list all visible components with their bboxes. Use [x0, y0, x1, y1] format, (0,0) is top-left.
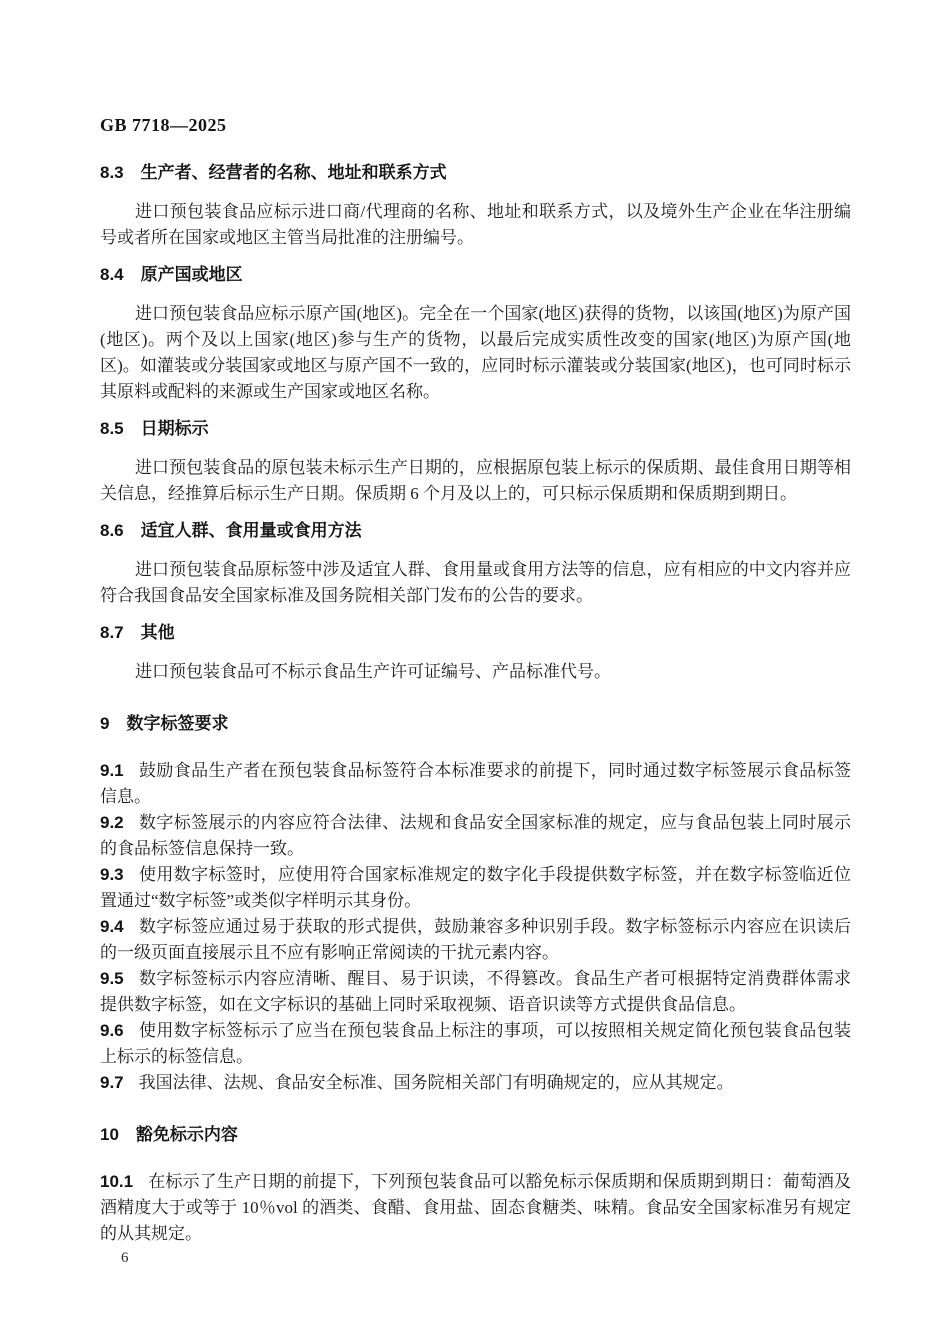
- section-8-5-heading: [100, 416, 851, 442]
- clause-9-5: [100, 966, 851, 1018]
- clause-9-4-number: 9.4: [100, 917, 124, 936]
- clause-9-3-text: 使用数字标签时，应使用符合国家标准规定的数字化手段提供数字标签，并在数字标签临近位置通过“数字标签”或类似字样明示其身份。: [100, 865, 851, 910]
- section-8-3-paragraph: 进口预包装食品应标示进口商/代理商的名称、地址和联系方式，以及境外生产企业在华注册编号或者所在国家或地区主管当局批准的注册编号。: [100, 202, 851, 247]
- clause-9-6-number: 9.6: [100, 1021, 124, 1040]
- section-8-4-heading: [100, 262, 851, 288]
- clause-9-2: [100, 810, 851, 862]
- section-8-6-heading: [100, 518, 851, 544]
- clause-9-3-number: 9.3: [100, 865, 124, 884]
- section-8-3-heading: [100, 160, 851, 186]
- clause-10-1: [100, 1169, 851, 1247]
- section-8-4-paragraph: 进口预包装食品应标示原产国(地区)。完全在一个国家(地区)获得的货物，以该国(地区)为原产国(地区)。两个及以上国家(地区)参与生产的货物，以最后完成实质性改变的国家(地区)为原产国(地区)。如灌装或分装国家或地区与原产国不一致的，应同时标示灌装或分装国家(地区)，也可同时标示其原料或配料的来源或生产国家或地区名称。: [100, 304, 851, 401]
- section-8-7-number: 8.7: [100, 623, 124, 642]
- clause-10-1-text: 在标示了生产日期的前提下，下列预包装食品可以豁免标示保质期和保质期到期日：葡萄酒及酒精度大于或等于 10％vol 的酒类、食醋、食用盐、固态食糖类、味精。食品安全国家标准另有规定的从其规定。: [100, 1172, 851, 1243]
- section-9: [100, 711, 851, 1096]
- clause-9-2-number: 9.2: [100, 813, 124, 832]
- section-8-4-title: 原产国或地区: [140, 265, 243, 284]
- section-8-5-title: 日期标示: [140, 419, 209, 438]
- section-8-3-title: 生产者、经营者的名称、地址和联系方式: [140, 163, 447, 182]
- section-8-6: [100, 518, 851, 609]
- page-number: 6: [121, 1250, 129, 1266]
- section-8-4: [100, 262, 851, 405]
- standard-number-header: GB 7718—2025: [100, 115, 227, 135]
- section-8-5-number: 8.5: [100, 419, 124, 438]
- section-8-7: [100, 620, 851, 685]
- clause-9-3: [100, 862, 851, 914]
- clause-9-6: [100, 1018, 851, 1070]
- section-8-3-number: 8.3: [100, 163, 124, 182]
- section-8-4-number: 8.4: [100, 265, 124, 284]
- clause-9-1-number: 9.1: [100, 761, 124, 780]
- section-8-7-paragraph: 进口预包装食品可不标示食品生产许可证编号、产品标准代号。: [135, 662, 611, 681]
- section-9-title: 数字标签要求: [126, 714, 229, 733]
- clause-9-1: [100, 758, 851, 810]
- section-9-heading: [100, 711, 851, 737]
- section-9-number: 9: [100, 714, 110, 733]
- section-8-6-number: 8.6: [100, 521, 124, 540]
- section-10-number: 10: [100, 1125, 119, 1144]
- section-8-6-title: 适宜人群、食用量或食用方法: [140, 521, 362, 540]
- section-8-3: [100, 160, 851, 251]
- clause-9-6-text: 使用数字标签标示了应当在预包装食品上标注的事项，可以按照相关规定简化预包装食品包装上标示的标签信息。: [100, 1021, 851, 1066]
- clause-9-7: [100, 1070, 851, 1096]
- clause-9-1-text: 鼓励食品生产者在预包装食品标签符合本标准要求的前提下，同时通过数字标签展示食品标签信息。: [100, 761, 851, 806]
- clause-9-7-text: 我国法律、法规、食品安全标准、国务院相关部门有明确规定的，应从其规定。: [138, 1073, 734, 1092]
- clause-9-5-text: 数字标签标示内容应清晰、醒目、易于识读，不得篡改。食品生产者可根据特定消费群体需求提供数字标签，如在文字标识的基础上同时采取视频、语音识读等方式提供食品信息。: [100, 969, 851, 1014]
- clause-9-4-text: 数字标签应通过易于获取的形式提供，鼓励兼容多种识别手段。数字标签标示内容应在识读后的一级页面直接展示且不应有影响正常阅读的干扰元素内容。: [100, 917, 851, 962]
- clause-10-1-number: 10.1: [100, 1172, 134, 1191]
- section-10: [100, 1122, 851, 1247]
- section-10-title: 豁免标示内容: [135, 1125, 238, 1144]
- section-8-6-paragraph: 进口预包装食品原标签中涉及适宜人群、食用量或食用方法等的信息，应有相应的中文内容并应符合我国食品安全国家标准及国务院相关部门发布的公告的要求。: [100, 560, 851, 605]
- section-8-7-heading: [100, 620, 851, 646]
- clause-9-4: [100, 914, 851, 966]
- clause-9-5-number: 9.5: [100, 969, 124, 988]
- section-8-5-paragraph: 进口预包装食品的原包装未标示生产日期的，应根据原包装上标示的保质期、最佳食用日期等相关信息，经推算后标示生产日期。保质期 6 个月及以上的，可只标示保质期和保质期到期日。: [100, 458, 851, 503]
- clause-9-7-number: 9.7: [100, 1073, 124, 1092]
- section-10-heading: [100, 1122, 851, 1148]
- section-8-5: [100, 416, 851, 507]
- clause-9-2-text: 数字标签展示的内容应符合法律、法规和食品安全国家标准的规定，应与食品包装上同时展示的食品标签信息保持一致。: [100, 813, 851, 858]
- section-8-7-title: 其他: [140, 623, 175, 642]
